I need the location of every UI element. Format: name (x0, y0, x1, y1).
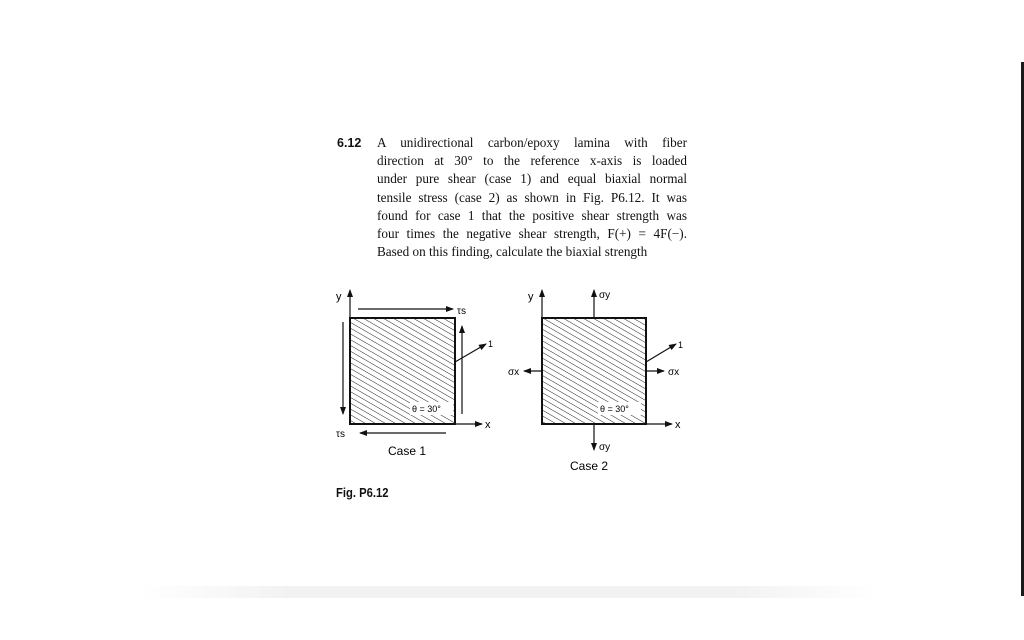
case2-x-label: x (675, 419, 681, 431)
case2-label: Case 2 (570, 459, 609, 473)
case2-diagram (508, 290, 683, 473)
problem-line: found for case 1 that the positive shear strength was (377, 207, 687, 223)
case2-angle-label: θ = 30° (600, 404, 629, 414)
case2-sigma-x-right-label: σx (668, 367, 680, 378)
case1-label: Case 1 (388, 444, 427, 458)
case2-y-label: y (528, 291, 534, 303)
case1-fiber-label: 1 (488, 339, 494, 349)
case1-angle-label: θ = 30° (412, 404, 441, 414)
case1-fiber-axis (455, 344, 486, 362)
case1-shear-bottom-label: τs (336, 429, 345, 440)
case1-shear-top-label: τs (457, 306, 466, 317)
problem-line: tensile stress (case 2) as shown in Fig. P6.12. It was (377, 189, 687, 205)
figure-p6-12 (330, 282, 700, 482)
figure-caption: Fig. P6.12 (336, 486, 389, 500)
problem-line: A unidirectional carbon/epoxy lamina with fiber (377, 135, 687, 150)
problem-line: Based on this finding, calculate the biaxial strength (377, 244, 648, 260)
case2-sigma-y-top-label: σy (599, 290, 611, 301)
case1-diagram (336, 290, 493, 458)
case2-fiber-axis (646, 344, 676, 362)
case2-fiber-label: 1 (678, 340, 684, 350)
case2-sigma-y-bottom-label: σy (599, 442, 611, 453)
page-bottom-shadow (140, 586, 880, 598)
problem-number: 6.12 (337, 136, 362, 150)
problem-line: direction at 30° to the reference x-axis is loaded (377, 153, 687, 169)
case1-x-label: x (485, 419, 491, 431)
problem-line: under pure shear (case 1) and equal biaxial normal (377, 171, 687, 187)
problem-line: four times the negative shear strength, F(+) = 4F(−). (377, 226, 687, 242)
case2-sigma-x-left-label: σx (508, 367, 520, 378)
problem-statement (377, 134, 687, 261)
case1-y-label: y (336, 291, 342, 303)
